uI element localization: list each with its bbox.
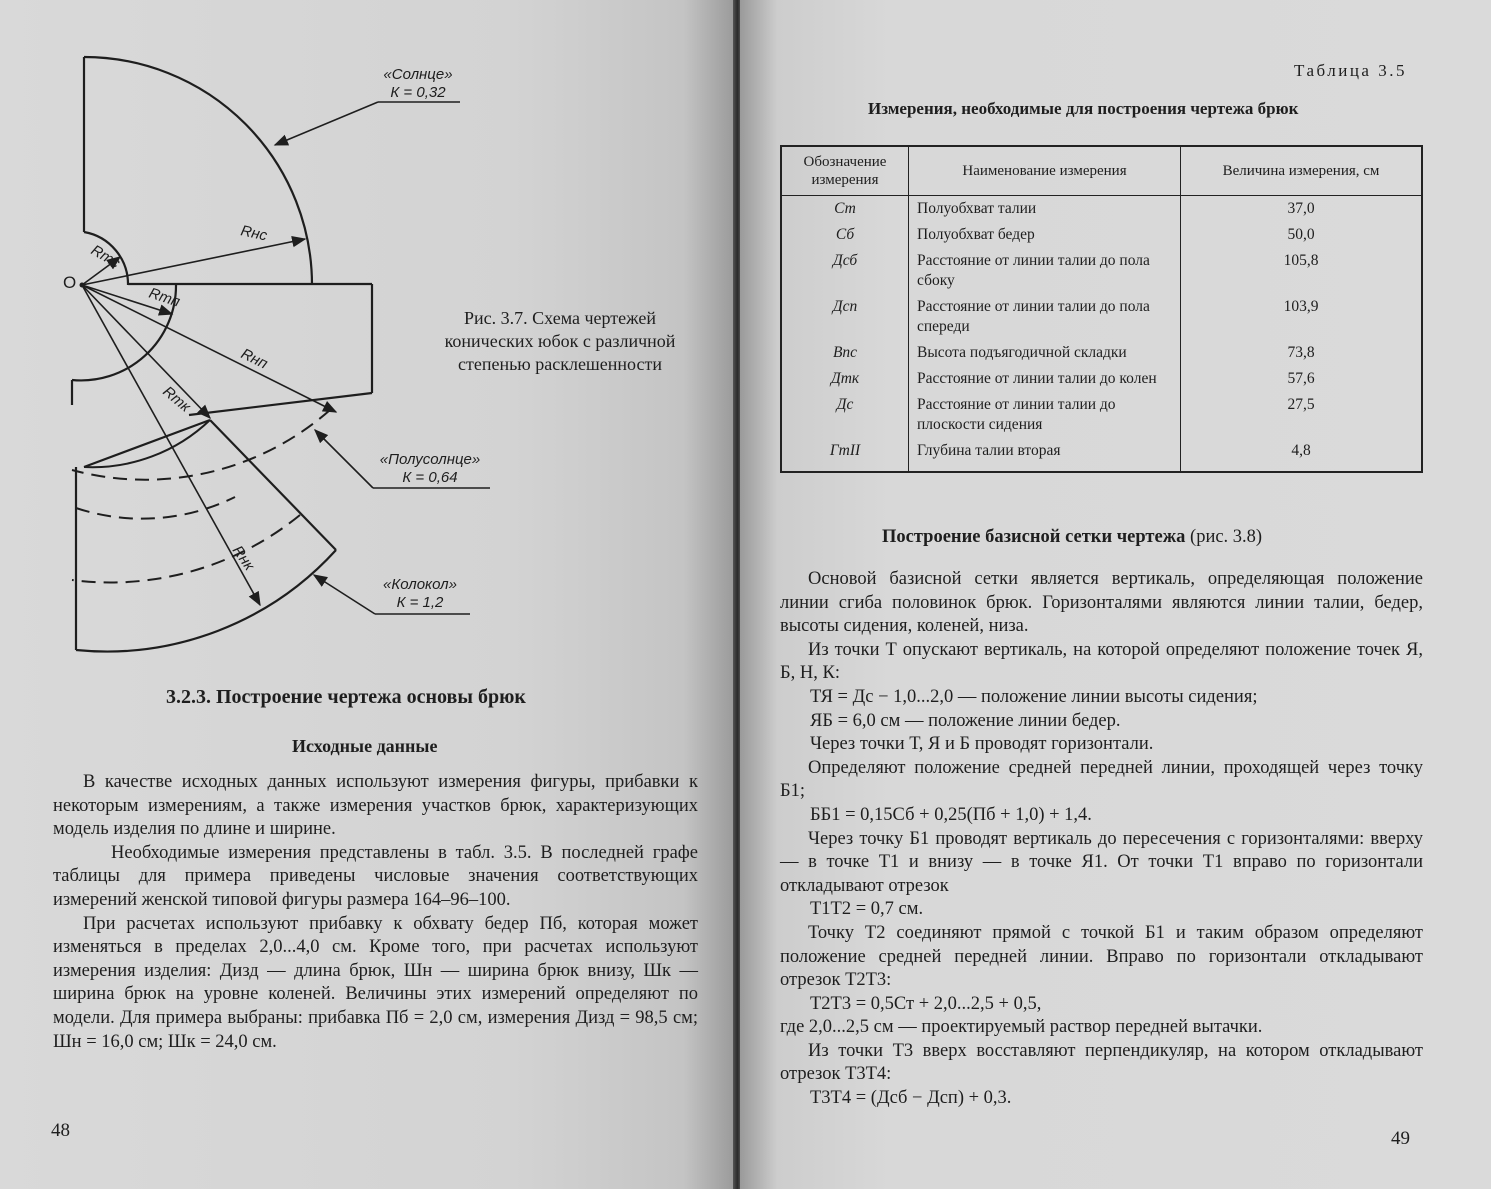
formula-line: ТЯ = Дс − 1,0...2,0 — положение линии высоты сидения;	[810, 686, 1258, 707]
page-number: 48	[51, 1120, 70, 1141]
heading-bold-text: Построение базисной сетки чертежа	[882, 527, 1186, 547]
value-cell: 105,8	[1181, 248, 1423, 294]
name-cell: Полуобхват бедер	[909, 222, 1181, 248]
r-tk-label: Rтк	[159, 383, 194, 416]
table-row	[781, 294, 1422, 340]
value-cell: 103,9	[1181, 294, 1423, 340]
paragraph: Из точки Т3 вверх восставляют перпендикуляр, на котором откладывают отрезок Т3Т4:	[780, 1040, 1423, 1085]
table-row	[781, 248, 1422, 294]
r-np-label: Rнп	[238, 345, 271, 373]
bell-leader	[314, 575, 375, 614]
table-number: Таблица 3.5	[1294, 61, 1407, 80]
r-tp-label: Rтп	[146, 284, 183, 311]
name-cell: Высота подъягодичной складки	[909, 340, 1181, 366]
symbol-cell: Дс	[781, 392, 909, 438]
symbol-cell: Сб	[781, 222, 909, 248]
paragraph: Точку Т2 соединяют прямой с точкой Б1 и таким образом определяют положение средней передней линии. Вправо по горизонтали откладывают отрезок Т2Т3:	[780, 922, 1423, 991]
r-np-arrow	[82, 285, 336, 412]
paragraph: Основой базисной сетки является вертикаль, определяющая положение линии сгиба половинок брюк. Горизонталями являются линии талии, бедер, высоты сидения, коленей, низа.	[780, 569, 1423, 637]
value-cell: 73,8	[1181, 340, 1423, 366]
half-sun-edge	[189, 393, 372, 415]
grid-construction-heading	[882, 527, 1262, 548]
name-cell: Расстояние от линии талии до колен	[909, 366, 1181, 392]
name-cell: Расстояние от линии талии до плоскости сидения	[909, 392, 1181, 438]
measurements-table	[780, 145, 1423, 473]
column-header: Обозначение измерения	[781, 146, 909, 196]
formula-line: ЯБ = 6,0 см — положение линии бедер.	[810, 710, 1121, 731]
bell-dashed-arc	[72, 515, 300, 582]
r-nc-label: Rнс	[239, 222, 269, 245]
formula-line: ББ1 = 0,15Сб + 0,25(Пб + 1,0) + 1,4.	[810, 804, 1092, 825]
bell-label-k: К = 1,2	[396, 594, 444, 611]
figure-caption: Рис. 3.7. Схема чертежей конических юбок с различной степенью расклешенности	[444, 308, 676, 374]
section-heading: 3.2.3. Построение чертежа основы брюк	[166, 686, 526, 708]
value-cell: 27,5	[1181, 392, 1423, 438]
value-cell: 4,8	[1181, 438, 1423, 472]
symbol-cell: Дсп	[781, 294, 909, 340]
bell-edge	[210, 420, 336, 550]
page-number: 49	[1391, 1128, 1410, 1149]
symbol-cell: Дсб	[781, 248, 909, 294]
name-cell: Расстояние от линии талии до пола сбоку	[909, 248, 1181, 294]
column-header: Наименование измерения	[909, 146, 1181, 196]
table-row	[781, 392, 1422, 438]
symbol-cell: Дтк	[781, 366, 909, 392]
paragraph: Необходимые измерения представлены в табл. 3.5. В последней графе таблицы для примера приведены числовые значения соответствующих измерений женской типовой фигуры размера 164–96–100.	[53, 842, 698, 910]
origin-point	[80, 283, 85, 288]
paragraph: Определяют положение средней передней линии, проходящей через точку Б1;	[780, 757, 1423, 802]
paragraph: При расчетах используют прибавку к обхвату бедер Пб, которая может изменяться в пределах 2,0...4,0 см. Кроме того, при расчетах используют измерения изделия: Дизд — длина брюк, Шн — ширина брюк внизу, Шк — ширина брюк на уровне коленей. Величины этих измерений определяют по модели. Для примера выбраны: прибавка Пб = 2,0 см, измерения Дизд = 98,5 см; Шн = 16,0 см; Шк = 24,0 см.	[53, 913, 698, 1052]
symbol-cell: ГтII	[781, 438, 909, 472]
value-cell: 37,0	[1181, 196, 1423, 223]
left-page	[0, 0, 735, 1189]
table-row	[781, 366, 1422, 392]
formula-line: Т1Т2 = 0,7 см.	[810, 899, 924, 920]
paragraph: Из точки Т опускают вертикаль, на которой определяют положение точек Я, Б, Н, К:	[780, 639, 1423, 684]
value-cell: 50,0	[1181, 222, 1423, 248]
sun-label-name: «Солнце»	[383, 66, 453, 83]
bell-top	[84, 420, 210, 467]
sun-leader	[275, 102, 378, 145]
name-cell: Глубина талии вторая	[909, 438, 1181, 472]
right-page	[740, 0, 1491, 1189]
origin-label: O	[63, 273, 77, 292]
heading-figure-ref: (рис. 3.8)	[1190, 527, 1263, 547]
r-nk-label: Rнк	[228, 542, 258, 574]
table-row	[781, 340, 1422, 366]
formula-line: Т2Т3 = 0,5Ст + 2,0...2,5 + 0,5,	[810, 993, 1042, 1014]
paragraph: Через точку Б1 проводят вертикаль до пересечения с горизонталями: вверху — в точке Т1 и внизу — в точке Я1. От точки Т1 вправо по горизонтали откладывают отрезок	[780, 828, 1423, 896]
formula-line: Через точки Т, Я и Б проводят горизонтали.	[810, 734, 1154, 755]
half-sun-leader	[315, 430, 373, 488]
bell-label-name: «Колокол»	[383, 576, 457, 593]
waist-dashed-arc	[76, 497, 235, 519]
symbol-cell: Ст	[781, 196, 909, 223]
value-cell: 57,6	[1181, 366, 1423, 392]
table-title: Измерения, необходимые для построения чертежа брюк	[868, 99, 1299, 118]
table-row	[781, 222, 1422, 248]
note-line: где 2,0...2,5 см — проектируемый раствор передней вытачки.	[780, 1017, 1263, 1038]
bell-hem-arc	[76, 550, 336, 652]
table-row	[781, 196, 1422, 223]
sub-heading: Исходные данные	[292, 736, 438, 756]
sun-hem-arc	[84, 57, 312, 285]
half-sun-hem-dashed	[72, 410, 330, 480]
symbol-cell: Впс	[781, 340, 909, 366]
formula-line: Т3Т4 = (Дсб − Дсп) + 0,3.	[810, 1088, 1012, 1109]
paragraph: В качестве исходных данных используют измерения фигуры, прибавки к некоторым измерениям, а также измерения участков брюк, характеризующих модель изделия по длине и ширине.	[53, 772, 698, 840]
sun-label-k: К = 0,32	[390, 84, 446, 101]
name-cell: Полуобхват талии	[909, 196, 1181, 223]
r-tc-label: Rтс	[88, 241, 124, 272]
table-row	[781, 438, 1422, 472]
half-sun-label-k: К = 0,64	[402, 469, 458, 486]
right-body-text	[780, 568, 1423, 1111]
table-header-row	[781, 146, 1422, 196]
left-body-text	[53, 771, 698, 1054]
column-header: Величина измерения, см	[1181, 146, 1423, 196]
half-sun-label-name: «Полусолнце»	[379, 451, 481, 468]
name-cell: Расстояние от линии талии до пола спереди	[909, 294, 1181, 340]
